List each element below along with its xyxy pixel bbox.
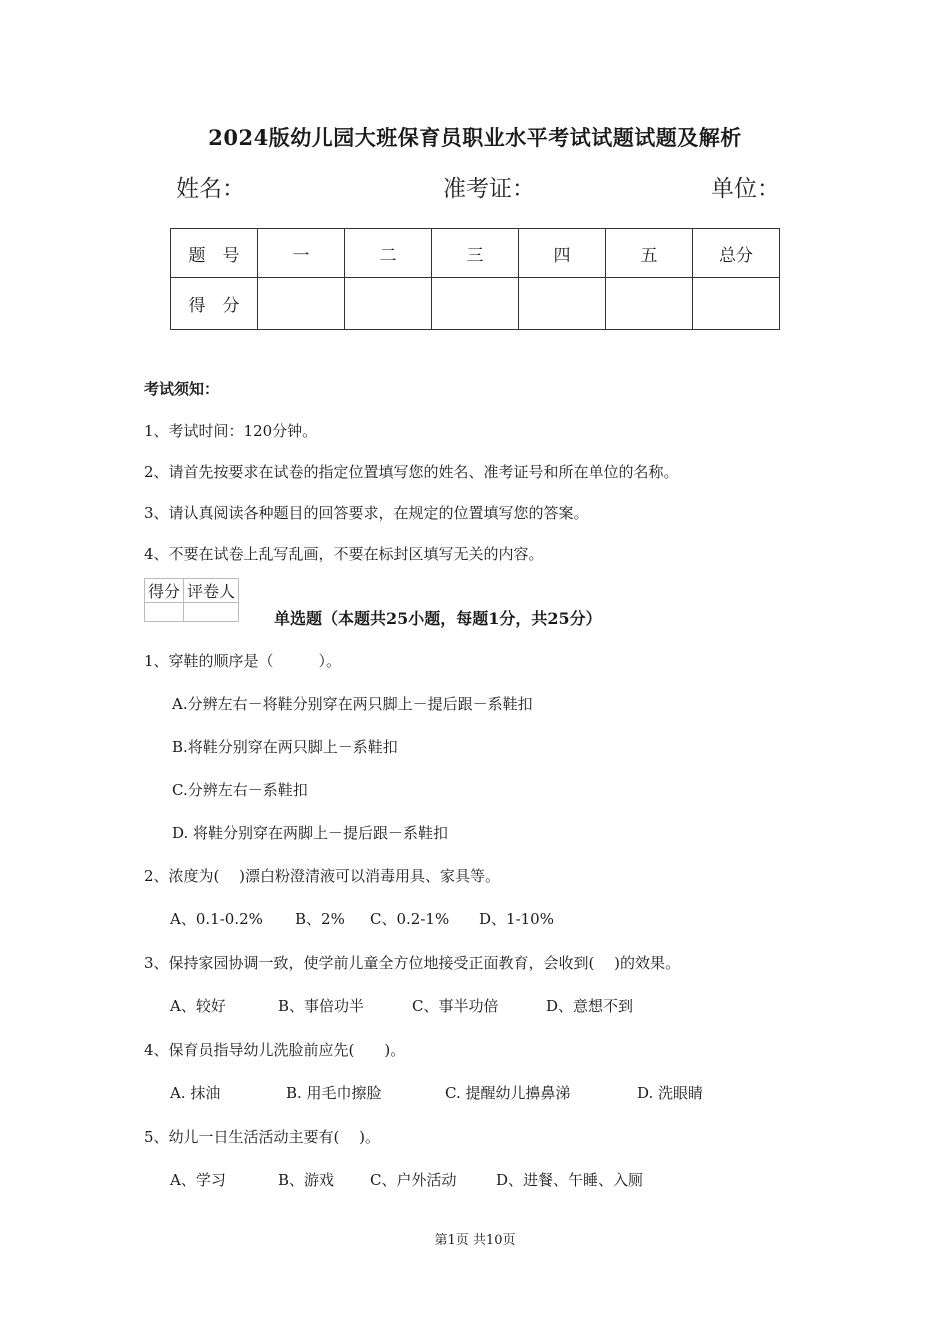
question-option: A、0.1-0.2% xyxy=(170,910,263,928)
question-option: C.分辨左右－系鞋扣 xyxy=(172,781,308,799)
score-row-label: 得 分 xyxy=(171,278,258,330)
score-cell[interactable] xyxy=(345,278,432,330)
question-stem: 3、保持家园协调一致，使学前儿童全方位地接受正面教育，会收到( )的效果。 xyxy=(144,954,681,972)
score-table-header-cell: 总分 xyxy=(693,229,780,278)
notice-item: 3、请认真阅读各种题目的回答要求，在规定的位置填写您的答案。 xyxy=(144,504,589,522)
notice-item: 1、考试时间：120分钟。 xyxy=(144,422,318,440)
score-table-header-row xyxy=(171,229,780,278)
score-table-header-cell: 一 xyxy=(258,229,345,278)
score-table-header-cell: 题 号 xyxy=(171,229,258,278)
question-option: C. 提醒幼儿擤鼻涕 xyxy=(445,1084,571,1102)
question-option: C、0.2-1% xyxy=(370,910,450,928)
question-option: B. 用毛巾擦脸 xyxy=(286,1084,382,1102)
question-option: D. 洗眼睛 xyxy=(637,1084,704,1102)
score-cell[interactable] xyxy=(519,278,606,330)
grader-table xyxy=(144,578,239,622)
grader-reviewer-label: 评卷人 xyxy=(184,579,239,603)
question-option: B.将鞋分别穿在两只脚上－系鞋扣 xyxy=(172,738,398,756)
notice-item: 2、请首先按要求在试卷的指定位置填写您的姓名、准考证号和所在单位的名称。 xyxy=(144,463,679,481)
grader-score-cell[interactable] xyxy=(145,603,184,622)
question-stem: 5、幼儿一日生活活动主要有( )。 xyxy=(144,1128,381,1146)
score-table-score-row xyxy=(171,278,780,330)
question-option: B、事倍功半 xyxy=(278,997,365,1015)
question-option: A、学习 xyxy=(170,1171,226,1189)
score-table-header-cell: 四 xyxy=(519,229,606,278)
document-title: 2024版幼儿园大班保育员职业水平考试试题试题及解析 xyxy=(208,125,742,150)
question-option: C、事半功倍 xyxy=(412,997,499,1015)
score-cell[interactable] xyxy=(693,278,780,330)
score-cell[interactable] xyxy=(432,278,519,330)
grader-reviewer-cell[interactable] xyxy=(184,603,239,622)
question-option: A、较好 xyxy=(170,997,226,1015)
question-option: D. 将鞋分别穿在两脚上－提后跟－系鞋扣 xyxy=(172,824,449,842)
question-option: A.分辨左右－将鞋分别穿在两只脚上－提后跟－系鞋扣 xyxy=(172,695,533,713)
question-stem: 1、穿鞋的顺序是（ ）。 xyxy=(144,652,342,670)
question-stem: 4、保育员指导幼儿洗脸前应先( )。 xyxy=(144,1041,406,1059)
name-field-label: 姓名： xyxy=(176,176,245,202)
question-option: D、进餐、午睡、入厕 xyxy=(496,1171,644,1189)
unit-field-label: 单位： xyxy=(711,176,780,202)
score-table xyxy=(170,228,780,330)
question-option: C、户外活动 xyxy=(370,1171,457,1189)
grader-score-label: 得分 xyxy=(145,579,184,603)
question-option: D、意想不到 xyxy=(546,997,634,1015)
score-table-header-cell: 五 xyxy=(606,229,693,278)
score-cell[interactable] xyxy=(258,278,345,330)
question-option: B、游戏 xyxy=(278,1171,335,1189)
section-title: 单选题（本题共25小题，每题1分，共25分） xyxy=(274,609,602,628)
question-option: A. 抹油 xyxy=(170,1084,221,1102)
question-option: D、1-10% xyxy=(479,910,554,928)
question-stem: 2、浓度为( )漂白粉澄清液可以消毒用具、家具等。 xyxy=(144,867,501,885)
score-table-header-cell: 二 xyxy=(345,229,432,278)
notice-heading: 考试须知： xyxy=(144,380,220,398)
exam-id-field-label: 准考证： xyxy=(443,176,535,202)
notice-item: 4、不要在试卷上乱写乱画，不要在标封区填写无关的内容。 xyxy=(144,545,544,563)
page-footer: 第1页 共10页 xyxy=(434,1233,516,1248)
score-cell[interactable] xyxy=(606,278,693,330)
score-table-header-cell: 三 xyxy=(432,229,519,278)
question-option: B、2% xyxy=(295,910,345,928)
